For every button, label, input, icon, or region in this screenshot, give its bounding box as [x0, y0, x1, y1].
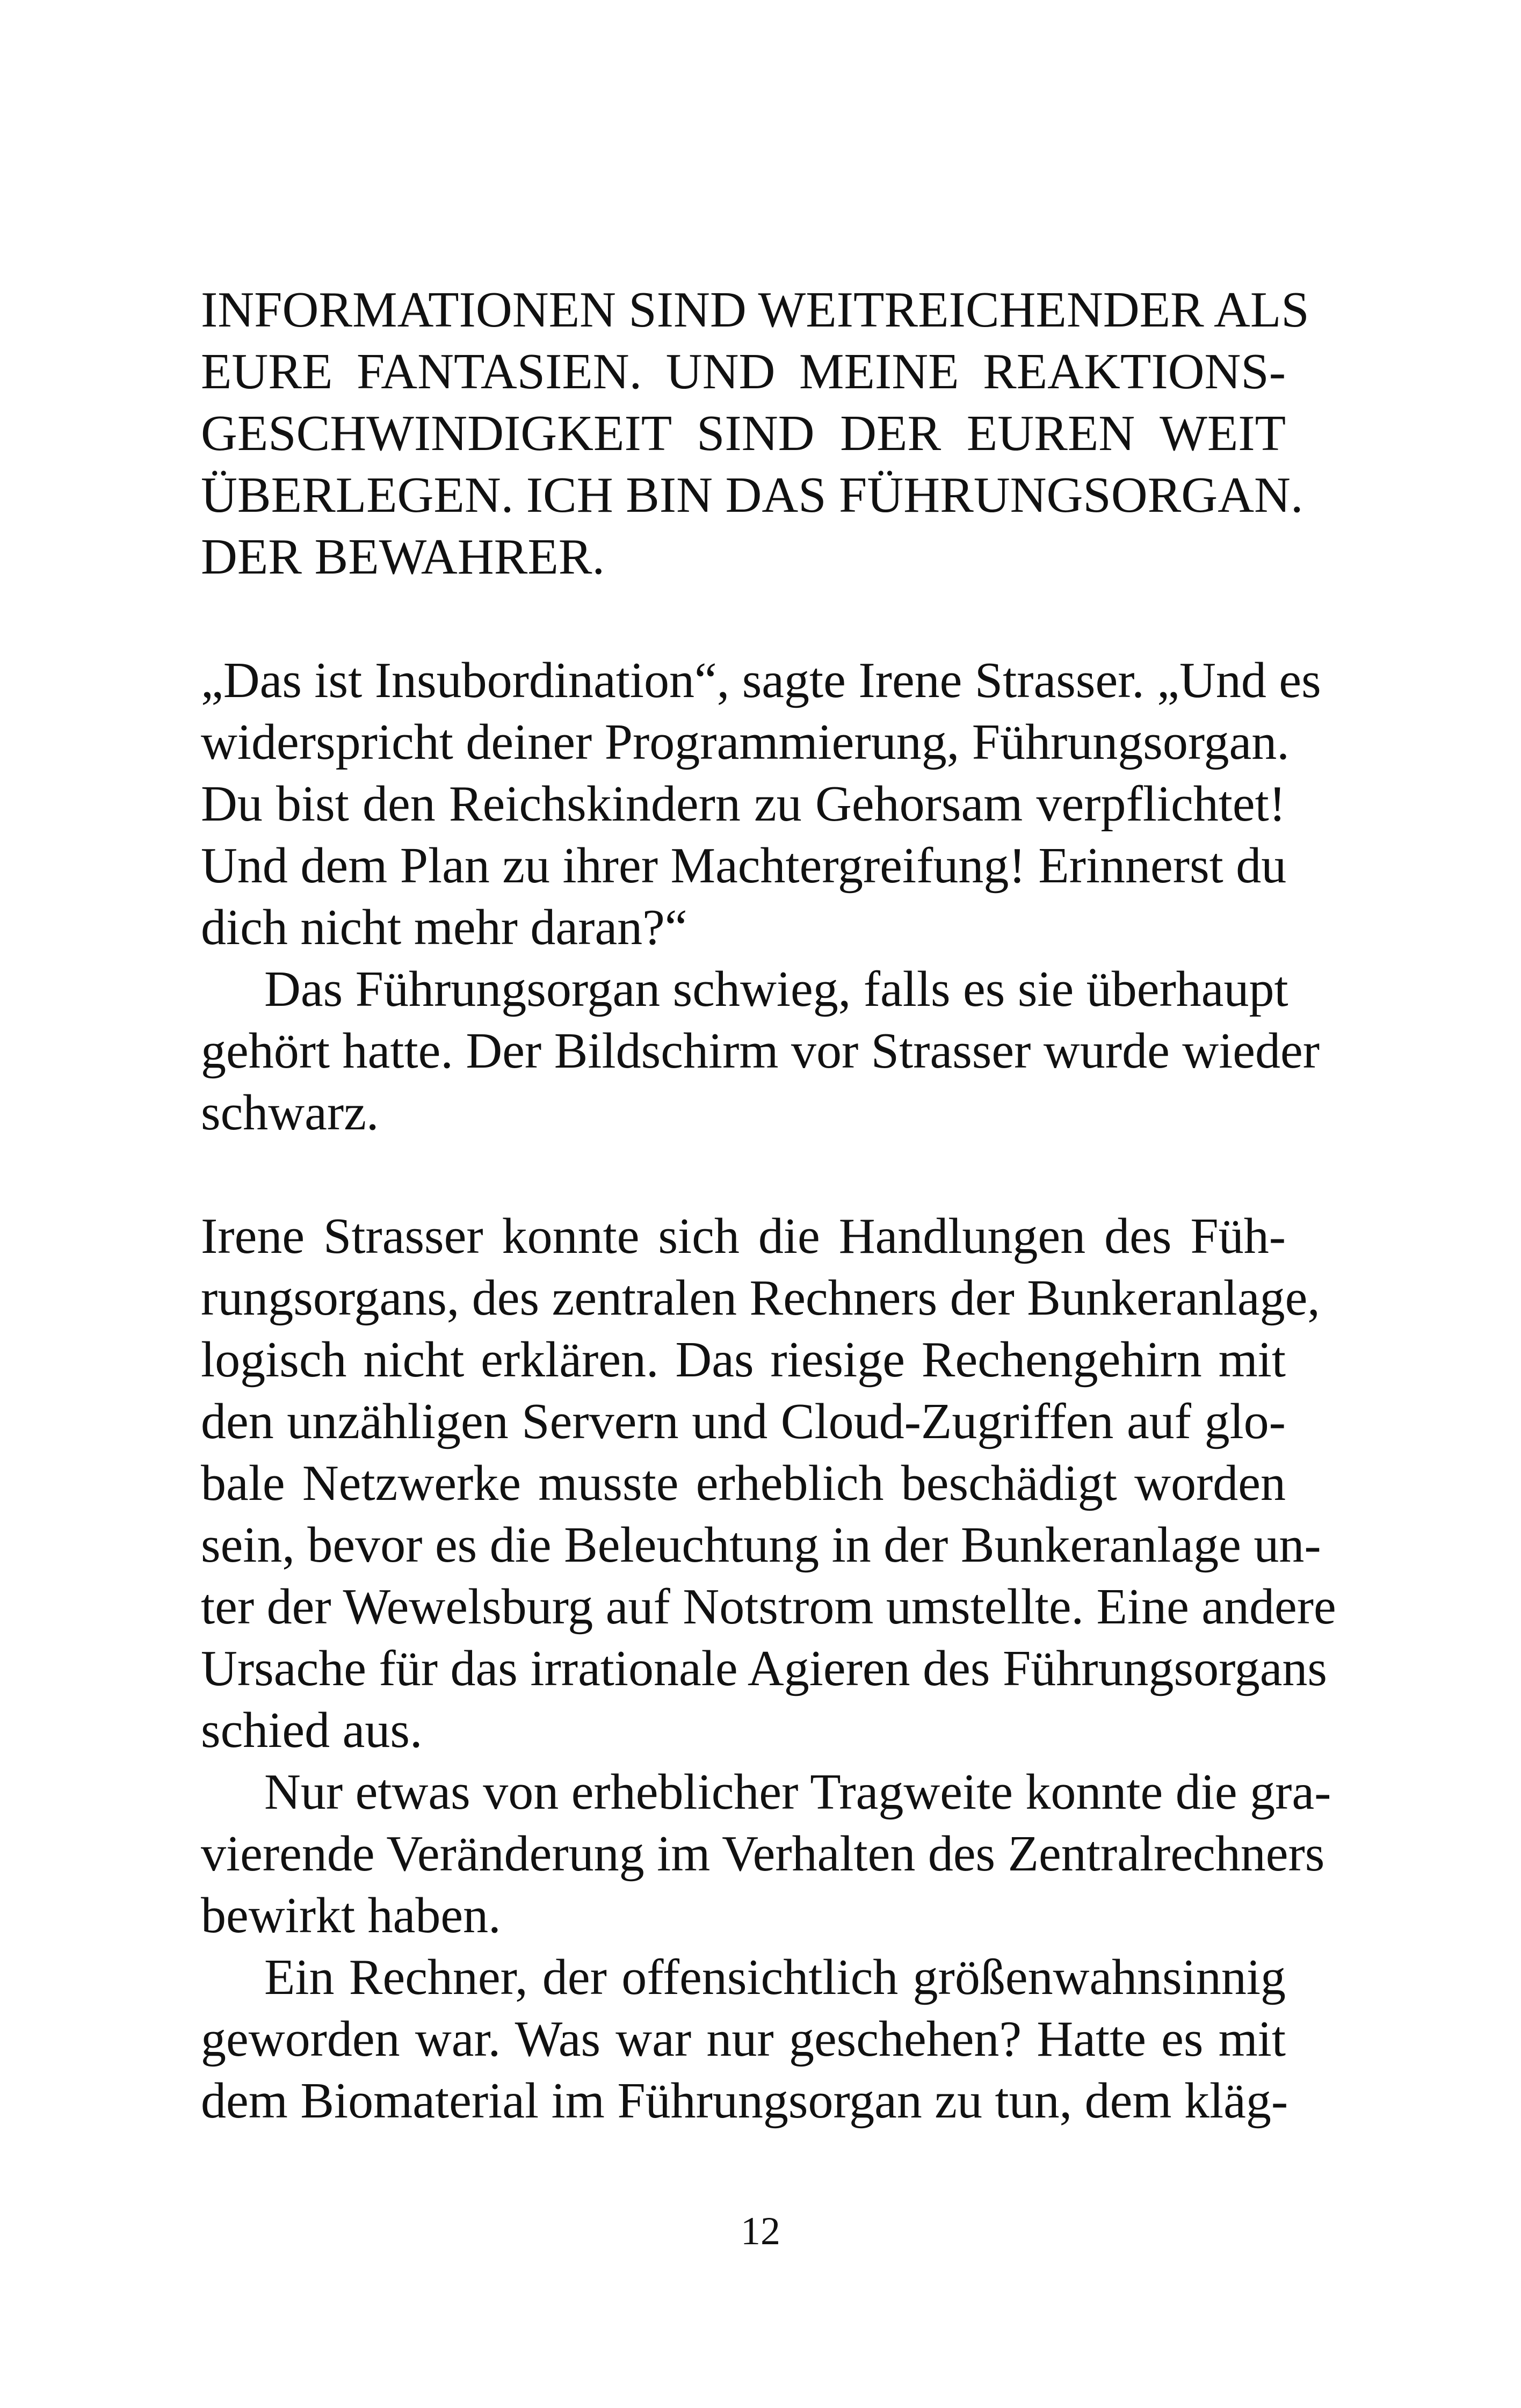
text-line: vierende Veränderung im Verhalten des Zentralrechners [201, 1826, 1325, 1882]
text-line: schied aus. [201, 1702, 423, 1758]
text-line: Und dem Plan zu ihrer Machtergreifung! Erinnerst du [201, 838, 1287, 894]
text-line: Du bist den Reichskindern zu Gehorsam verpflichtet! [201, 776, 1286, 832]
text-line: EURE FANTASIEN. UND MEINE REAKTIONS- [201, 344, 1286, 400]
text-line: ÜBERLEGEN. ICH BIN DAS FÜHRUNGSORGAN. [201, 467, 1303, 523]
text-line: Ein Rechner, der offensichtlich größenwahnsinnig [264, 1949, 1286, 2005]
text-line: INFORMATIONEN SIND WEITREICHENDER ALS [201, 282, 1309, 338]
text-line: „Das ist Insubordination“, sagte Irene Strasser. „Und es [201, 652, 1321, 708]
text-line: widerspricht deiner Programmierung, Führungsorgan. [201, 714, 1290, 770]
text-line: Nur etwas von erheblicher Tragweite konnte die gra- [264, 1764, 1331, 1820]
text-line: gehört hatte. Der Bildschirm vor Strasser wurde wieder [201, 1023, 1320, 1079]
text-line: schwarz. [201, 1085, 379, 1141]
text-line: DER BEWAHRER. [201, 529, 605, 585]
text-line: geworden war. Was war nur geschehen? Hatte es mit [201, 2011, 1286, 2067]
text-line: logisch nicht erklären. Das riesige Rechengehirn mit [201, 1332, 1286, 1388]
text-line: dem Biomaterial im Führungsorgan zu tun, dem kläg- [201, 2073, 1288, 2129]
page-number: 12 [741, 2209, 780, 2253]
text-line: dich nicht mehr daran?“ [201, 900, 687, 955]
text-line: GESCHWINDIGKEIT SIND DER EUREN WEIT [201, 405, 1286, 461]
text-line: sein, bevor es die Beleuchtung in der Bunkeranlage un- [201, 1517, 1321, 1573]
text-line: Ursache für das irrationale Agieren des Führungsorgans [201, 1641, 1328, 1696]
text-line: ter der Wewelsburg auf Notstrom umstellte. Eine andere [201, 1579, 1336, 1635]
text-line: Irene Strasser konnte sich die Handlungen des Füh- [201, 1208, 1286, 1264]
text-line: Das Führungsorgan schwieg, falls es sie überhaupt [264, 961, 1288, 1017]
text-line: den unzähligen Servern und Cloud-Zugriffen auf glo- [201, 1394, 1286, 1449]
text-line: bewirkt haben. [201, 1888, 501, 1943]
text-line: bale Netzwerke musste erheblich beschädigt worden [201, 1455, 1286, 1511]
text-line: rungsorgans, des zentralen Rechners der Bunkeranlage, [201, 1270, 1320, 1326]
